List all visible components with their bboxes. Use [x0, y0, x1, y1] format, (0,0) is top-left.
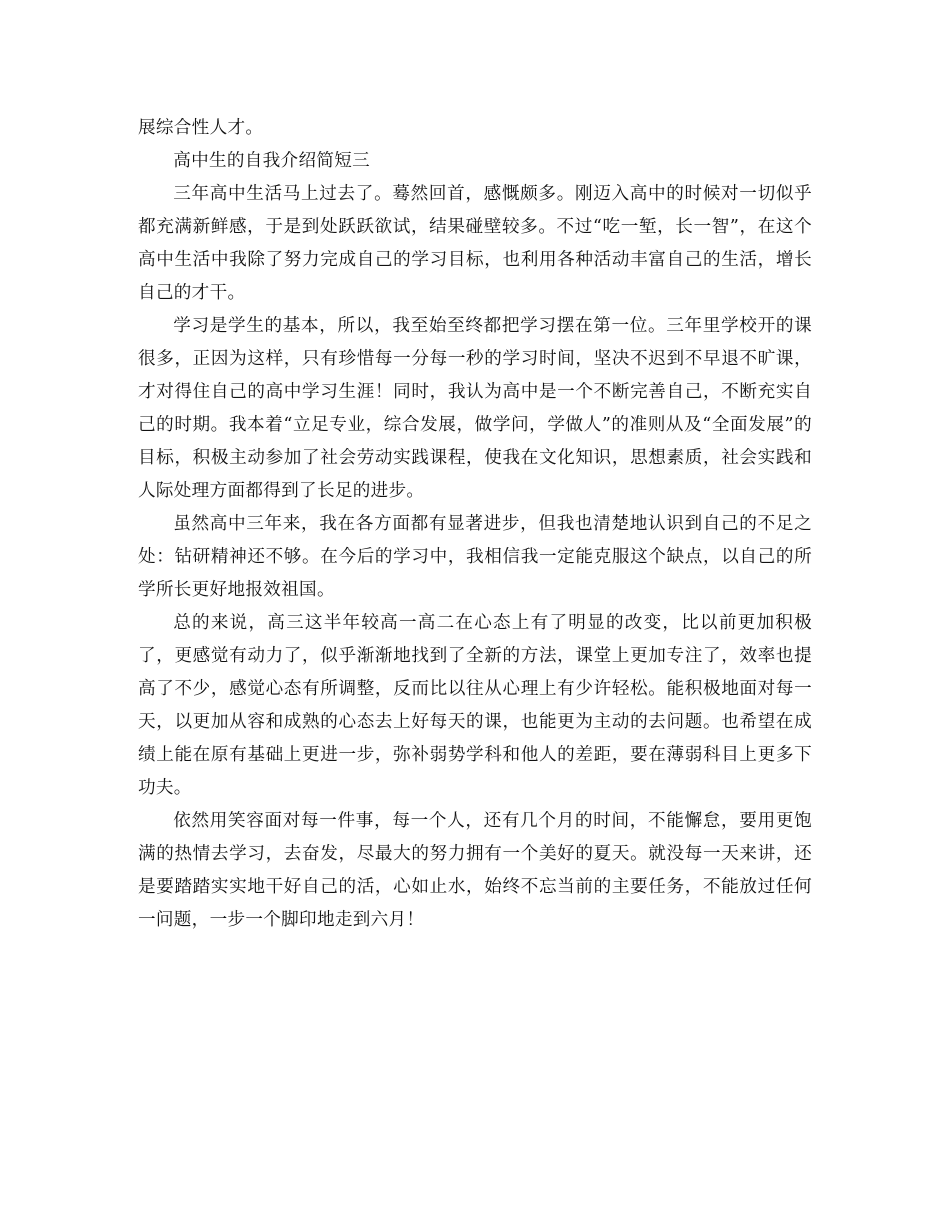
- paragraph: 依然用笑容面对每一件事，每一个人，还有几个月的时间，不能懈怠，要用更饱满的热情去学习，去奋发，尽最大的努力拥有一个美好的夏天。就没每一天来讲，还是要踏踏实实地干好自己的活，心如止水，始终不忘当前的主要任务，不能放过任何一问题，一步一个脚印地走到六月！: [138, 811, 812, 930]
- paragraph: 三年高中生活马上过去了。蓦然回首，感慨颇多。刚迈入高中的时候对一切似乎都充满新鲜感，于是到处跃跃欲试，结果碰壁较多。不过“吃一堑，长一智”，在这个高中生活中我除了努力完成自己的学习目标，也利用各种活动丰富自己的生活，增长自己的才干。: [138, 184, 812, 303]
- paragraph: 总的来说，高三这半年较高一高二在心态上有了明显的改变，比以前更加积极了，更感觉有动力了，似乎渐渐地找到了全新的方法，课堂上更加专注了，效率也提高了不少，感觉心态有所调整，反而比以往从心理上有少许轻松。能积极地面对每一天，以更加从容和成熟的心态去上好每天的课，也能更为主动的去问题。也希望在成绩上能在原有基础上更进一步，弥补弱势学科和他人的差距，要在薄弱科目上更多下功夫。: [138, 613, 812, 798]
- paragraph: 学习是学生的基本，所以，我至始至终都把学习摆在第一位。三年里学校开的课很多，正因为这样，只有珍惜每一分每一秒的学习时间，坚决不迟到不早退不旷课，才对得住自己的高中学习生涯！同时，我认为高中是一个不断完善自己，不断充实自己的时期。我本着“立足专业，综合发展，做学问，学做人”的准则从及“全面发展”的目标，积极主动参加了社会劳动实践课程，使我在文化知识，思想素质，社会实践和人际处理方面都得到了长足的进步。: [138, 316, 812, 501]
- document-body: [138, 112, 812, 937]
- paragraph-continuation: 展综合性人才。: [138, 118, 264, 138]
- paragraph: 虽然高中三年来，我在各方面都有显著进步，但我也清楚地认识到自己的不足之处：钻研精神还不够。在今后的学习中，我相信我一定能克服这个缺点，以自己的所学所长更好地报效祖国。: [138, 514, 812, 600]
- section-heading: 高中生的自我介绍简短三: [173, 151, 371, 171]
